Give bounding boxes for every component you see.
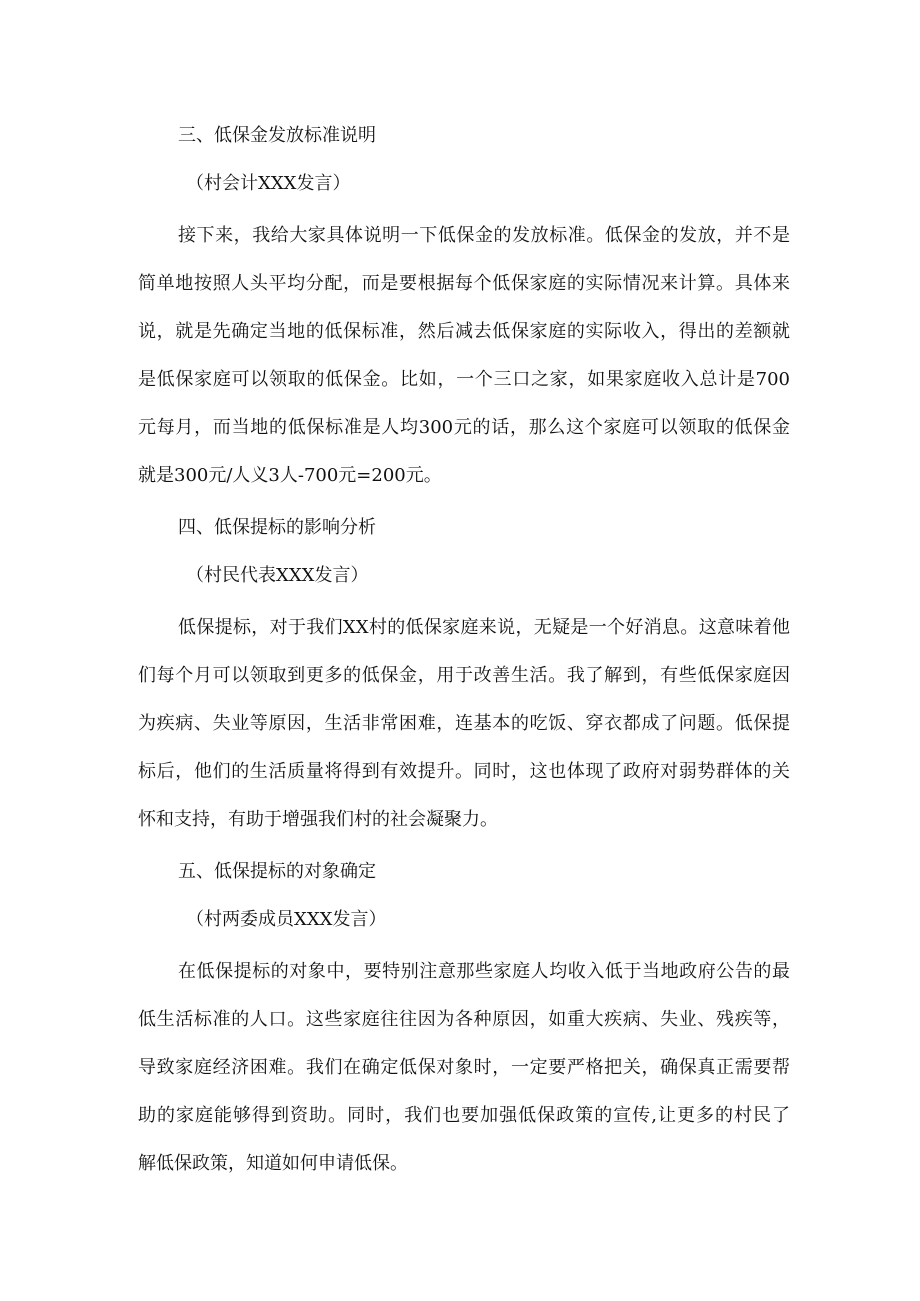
section-paragraph <box>138 604 790 844</box>
paragraph-line: 标后，他们的生活质量将得到有效提升。同时，这也体现了政府对弱势群体的关 <box>138 761 790 782</box>
document-body <box>138 116 790 1196</box>
paragraph-line: 就是300元/人义3人-700元=200元。 <box>138 465 442 486</box>
paragraph-line: 低生活标准的人口。这些家庭往往因为各种原因，如重大疾病、失业、残疾等， <box>138 1009 790 1030</box>
section-paragraph <box>138 948 790 1188</box>
section-heading: 四、低保提标的影响分析 <box>178 517 376 538</box>
paragraph-line: 元每月，而当地的低保标准是人均300元的话，那么这个家庭可以领取的低保金 <box>138 417 790 438</box>
paragraph-line: 说，就是先确定当地的低保标准，然后减去低保家庭的实际收入，得出的差额就 <box>138 321 790 342</box>
paragraph-line: 低保提标，对于我们XX村的低保家庭来说，无疑是一个好消息。这意味着他 <box>178 617 790 638</box>
section-paragraph <box>138 212 790 500</box>
paragraph-line: 怀和支持，有助于增强我们村的社会凝聚力。 <box>138 809 498 830</box>
paragraph-line: 导致家庭经济困难。我们在确定低保对象时，一定要严格把关，确保真正需要帮 <box>138 1057 790 1078</box>
section-heading: 三、低保金发放标准说明 <box>178 125 376 146</box>
paragraph-line: 们每个月可以领取到更多的低保金，用于改善生活。我了解到，有些低保家庭因 <box>138 665 790 686</box>
section-heading: 五、低保提标的对象确定 <box>178 861 376 882</box>
paragraph-line: 助的家庭能够得到资助。同时，我们也要加强低保政策的宣传,让更多的村民了 <box>138 1105 790 1126</box>
paragraph-line: 为疾病、失业等原因，生活非常困难，连基本的吃饭、穿衣都成了问题。低保提 <box>138 713 790 734</box>
paragraph-line: 简单地按照人头平均分配，而是要根据每个低保家庭的实际情况来计算。具体来 <box>138 273 790 294</box>
speaker-note: （村民代表XXX发言） <box>186 565 369 586</box>
paragraph-line: 在低保提标的对象中，要特别注意那些家庭人均收入低于当地政府公告的最 <box>178 961 790 982</box>
speaker-note: （村两委成员XXX发言） <box>186 909 387 930</box>
paragraph-line: 接下来，我给大家具体说明一下低保金的发放标准。低保金的发放，并不是 <box>178 225 790 246</box>
speaker-note: （村会计XXX发言） <box>186 173 351 194</box>
paragraph-line: 是低保家庭可以领取的低保金。比如，一个三口之家，如果家庭收入总计是700 <box>138 369 790 390</box>
paragraph-line: 解低保政策，知道如何申请低保。 <box>138 1153 408 1174</box>
